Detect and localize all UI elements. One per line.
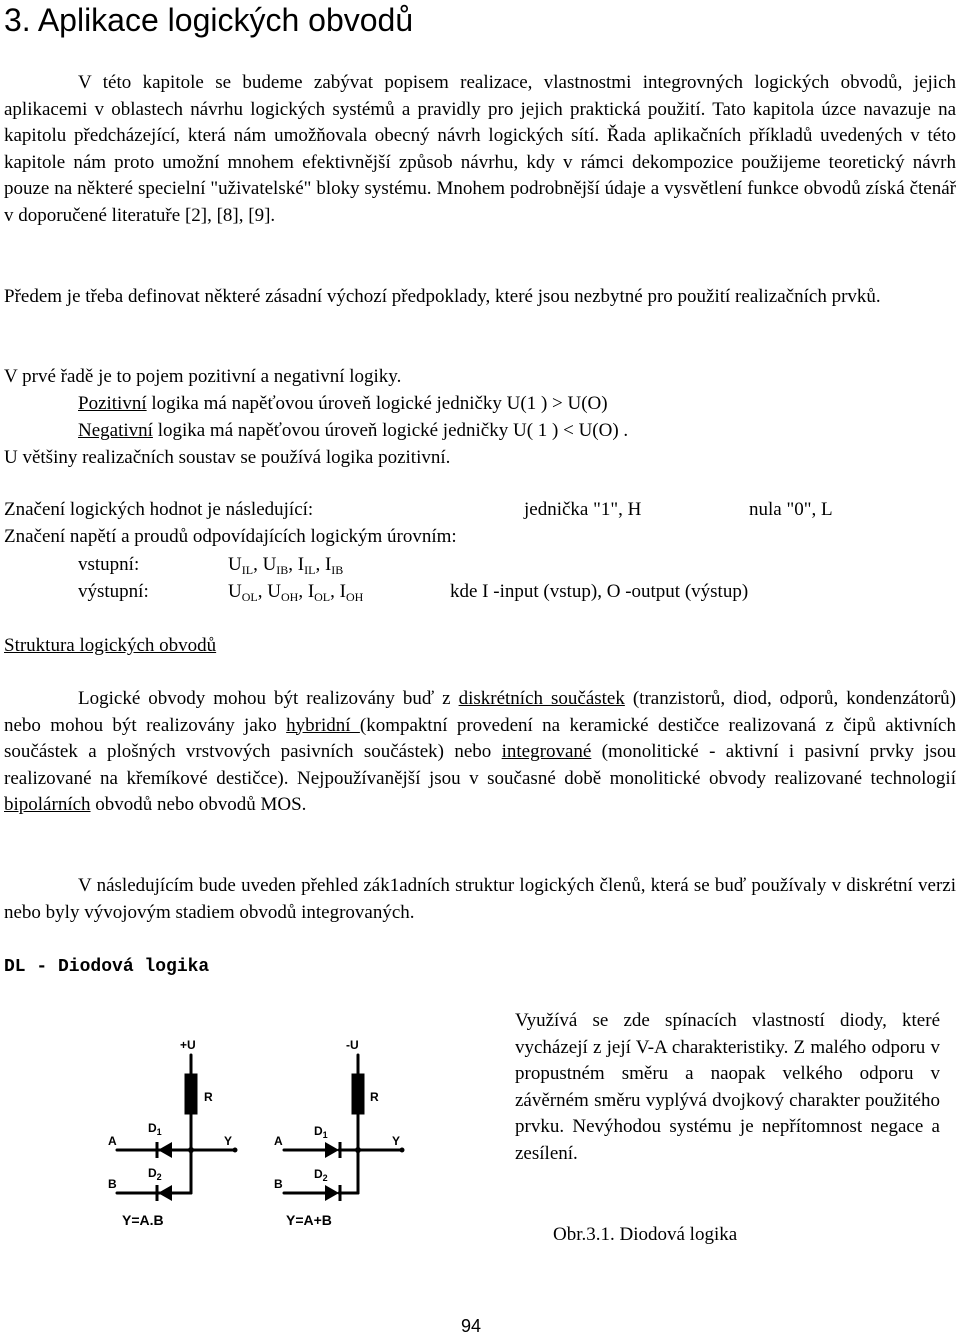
positive-majority-line: U většiny realizačních soustav se používá logika pozitivní. xyxy=(4,447,451,468)
output-label: výstupní: xyxy=(78,581,149,602)
svg-text:D1: $D_1$ xyxy=(314,1124,328,1140)
structure-paragraph: Logické obvody mohou být realizovány buď z diskrétních součástek (tranzistorů, diod, odporů, kondenzátorů) nebo mohou být realizovány jako hybridní (kompaktní provedení na keramické destičce realizovaná z čipů aktivních součástek a plošných vrstvových pasivních součástek) nebo integrované (monolitické - aktivní i pasivní prvky jsou realizované na křemíkové destičce). Nejpoužívanější jsou v současné době monolitické obvody realizované technologií bipolárních obvodů nebo obvodů MOS. xyxy=(4,688,956,816)
io-legend: kde I -input (vstup), O -output (výstup) xyxy=(450,581,749,602)
integrated-term: integrované xyxy=(501,741,592,763)
svg-text:D2: $D_2$ xyxy=(148,1166,162,1182)
or-diode-d1-symbol xyxy=(325,1142,339,1158)
svg-text:R: R xyxy=(370,1090,379,1104)
bipolar-term: bipolárních xyxy=(4,794,91,816)
page-number: 94 xyxy=(461,1316,482,1336)
discrete-term: diskrétních součástek xyxy=(458,688,625,709)
assumptions-paragraph: Předem je třeba definovat některé zásadní výchozí předpoklady, které jsou nezbytné pro použití realizačních prvků. xyxy=(4,286,881,307)
positive-term: Pozitivní xyxy=(78,393,147,414)
svg-text:D2: $D_2$ xyxy=(314,1167,328,1183)
and-equation: Y=A.B xyxy=(122,1212,164,1228)
dl-description: Využívá se zde spínacích vlastností diody, které vycházejí z její V-A charakteristiky. Z malého odporu v propustném směru a naopak velkého odporu v závěrném směru vyplývá dvojkový charakter použitého prvku. Nevýhodou systému je nepřítomnost negace a zesílení. xyxy=(515,1010,940,1164)
svg-text:A: A xyxy=(108,1134,117,1148)
intro-paragraph: V této kapitole se budeme zabývat popisem realizace, vlastnostmi integrovných logických obvodů, jejich aplikacemi v oblastech návrhu logických systémů a pravidly pro jejich praktická použití. Tato kapitola úzce navazuje na kapitolu předcházející, která nám umožňovala obecný návrh logických sítí. Řada aplikačních příkladů uvedených v této kapitole nám proto umožní mnohem efektivnější způsob návrhu, kdy v rámci dekompozice použijeme teoretický návrh pouze na některé specielní "uživatelské" bloky systému. Mnohem podrobnější údaje a vysvětlení funkce obvodů získá čtenář v doporučené literatuře [2], [8], [9]. xyxy=(4,72,956,226)
and-supply: +U xyxy=(180,1038,196,1052)
svg-text:R: R xyxy=(204,1090,213,1104)
svg-text:B: B xyxy=(274,1177,283,1191)
negative-logic-line: Negativní logika má napěťovou úroveň logické jedničky U( 1 ) < U(O) . xyxy=(78,420,629,441)
value-zero: nula "0", L xyxy=(749,499,833,520)
overview-paragraph: V následujícím bude uveden přehled zák1adních struktur logických členů, která se buď používaly v diskrétní verzi nebo byly vývojovým stadiem obvodů integrovaných. xyxy=(4,875,956,923)
chapter-title: 3. Aplikace logických obvodů xyxy=(4,2,414,38)
value-one: jednička "1", H xyxy=(524,499,642,520)
hybrid-term: hybridní xyxy=(286,714,360,736)
diode-or-circuit xyxy=(270,1035,420,1230)
dl-heading: DL - Diodová logika xyxy=(4,957,210,977)
or-supply: -U xyxy=(346,1038,359,1052)
svg-text:B: B xyxy=(108,1177,117,1191)
input-label: vstupní: xyxy=(78,554,140,575)
output-symbols: $U_{OL}$, $U_{OH}$, $I_{OL}$, $I_{OH}$ xyxy=(228,581,364,604)
or-diode-d2-symbol xyxy=(325,1185,339,1201)
negative-term: Negativní xyxy=(78,420,153,441)
diode-and-circuit xyxy=(100,1035,250,1230)
figure-caption: Obr.3.1. Diodová logika xyxy=(553,1224,738,1245)
svg-text:D1: $D_1$ xyxy=(148,1121,162,1137)
voltage-label: Značení napětí a proudů odpovídajících logickým úrovním: xyxy=(4,526,457,547)
diode-d1-symbol xyxy=(158,1142,172,1158)
input-symbols: $U_{IL}$, $U_{IB}$, $I_{IL}$, $I_{IB}$ xyxy=(228,554,344,577)
logic-intro: V prvé řadě je to pojem pozitivní a negativní logiky. xyxy=(4,366,402,387)
structure-heading: Struktura logických obvodů xyxy=(4,635,217,656)
or-equation: Y=A+B xyxy=(286,1212,332,1228)
positive-logic-line: Pozitivní logika má napěťovou úroveň logické jedničky U(1 ) > U(O) xyxy=(78,393,608,414)
diode-d2-symbol xyxy=(158,1185,172,1201)
svg-text:A: A xyxy=(274,1134,283,1148)
svg-text:Y: Y xyxy=(392,1134,401,1148)
svg-text:Y: Y xyxy=(224,1134,233,1148)
values-label: Značení logických hodnot je následující: xyxy=(4,499,314,520)
